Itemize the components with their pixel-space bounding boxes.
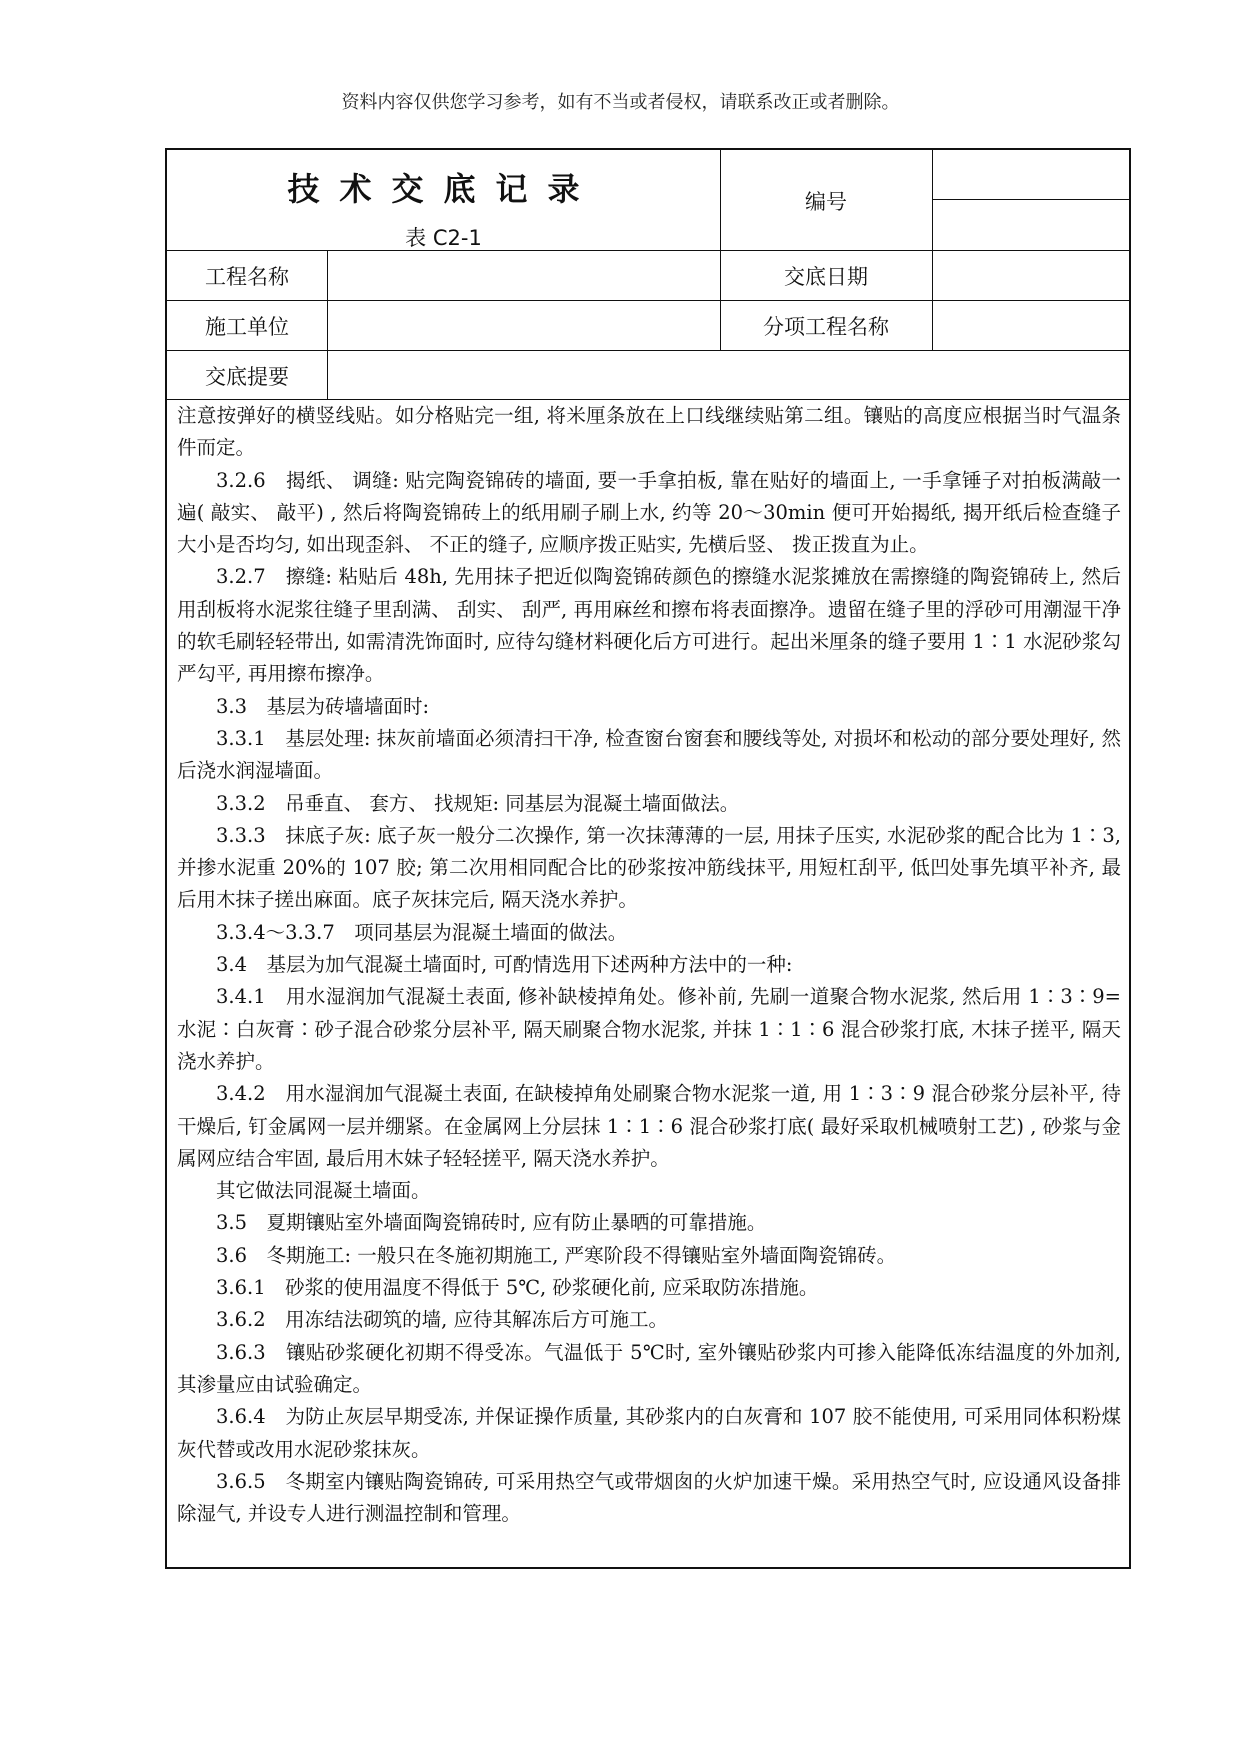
construction-unit-label: 施工单位 — [205, 315, 289, 339]
briefing-date-label: 交底日期 — [784, 265, 868, 289]
form-number: 表 C2-1 — [405, 226, 482, 250]
project-name-label: 工程名称 — [205, 265, 289, 289]
construction-unit-value[interactable] — [327, 301, 720, 351]
content-paragraph: 3.3.3 抹底子灰: 底子灰一般分二次操作, 第一次抹薄薄的一层, 用抹子压实, 水泥砂浆的配合比为 1∶3, 并掺水泥重 20%的 107 胶; 第二次用相同配合比的砂浆按冲筋线抹平, 用短杠刮平, 低凹处事先填平补齐, 最后用木抹子搓出麻面。底子灰抹完后, 隔天浇水养护。 — [177, 823, 1121, 912]
number-value-1[interactable] — [932, 150, 1131, 200]
content-paragraph: 其它做法同混凝土墙面。 — [216, 1179, 431, 1203]
content-paragraph: 3.3.4～3.3.7 项同基层为混凝土墙面的做法。 — [216, 920, 628, 944]
form-title: 技术交底记录 — [287, 170, 600, 208]
briefing-date-value[interactable] — [932, 251, 1131, 301]
number-value-2[interactable] — [932, 200, 1131, 251]
content-paragraph: 3.2.7 擦缝: 粘贴后 48h, 先用抹子把近似陶瓷锦砖颜色的擦缝水泥浆摊放在需擦缝的陶瓷锦砖上, 然后用刮板将水泥浆往缝子里刮满、 刮实、 刮严, 再用麻丝和擦布将表面擦净。遗留在缝子里的浮砂可用潮湿干净的软毛刷轻轻带出, 如需清洗饰面时, 应待勾缝材料硬化后方可进行。起出米厘条的缝子要用 1∶1 水泥砂浆勾严勾平, 再用擦布擦净。 — [177, 565, 1121, 686]
number-label: 编号 — [805, 189, 847, 214]
content-paragraph: 3.2.6 揭纸、 调缝: 贴完陶瓷锦砖的墙面, 要一手拿拍板, 靠在贴好的墙面上, 一手拿锤子对拍板满敲一遍( 敲实、 敲平) , 然后将陶瓷锦砖上的纸用刷子刷上水, 约等 20～30min 便可开始揭纸, 揭开纸后检查缝子大小是否均匀, 如出现歪斜、 不正的缝子, 应顺序拨正贴实, 先横后竖、 拨正拨直为止。 — [177, 468, 1121, 557]
briefing-content — [177, 400, 1121, 1530]
disclaimer-text: 资料内容仅供您学习参考，如有不当或者侵权，请联系改正或者删除。 — [341, 92, 900, 113]
technical-briefing-form — [165, 148, 1131, 1569]
content-paragraph: 注意按弹好的横竖线贴。如分格贴完一组, 将米厘条放在上口线继续贴第二组。镶贴的高度应根据当时气温条件而定。 — [177, 404, 1121, 460]
content-paragraph: 3.6 冬期施工: 一般只在冬施初期施工, 严寒阶段不得镶贴室外墙面陶瓷锦砖。 — [216, 1243, 897, 1267]
content-paragraph: 3.3.1 基层处理: 抹灰前墙面必须清扫干净, 检查窗台窗套和腰线等处, 对损坏和松动的部分要处理好, 然后浇水润湿墙面。 — [177, 726, 1121, 783]
briefing-summary-value[interactable] — [327, 351, 1131, 400]
content-paragraph: 3.6.5 冬期室内镶贴陶瓷锦砖, 可采用热空气或带烟囱的火炉加速干燥。采用热空气时, 应设通风设备排除湿气, 并设专人进行测温控制和管理。 — [177, 1469, 1121, 1526]
grid-line — [167, 350, 1131, 351]
subproject-name-value[interactable] — [932, 301, 1131, 351]
content-paragraph: 3.6.4 为防止灰层早期受冻, 并保证操作质量, 其砂浆内的白灰膏和 107 胶不能使用, 可采用同体积粉煤灰代替或改用水泥砂浆抹灰。 — [177, 1405, 1121, 1461]
grid-line — [932, 199, 1131, 200]
subproject-name-label: 分项工程名称 — [763, 315, 889, 339]
content-paragraph: 3.6.1 砂浆的使用温度不得低于 5℃, 砂浆硬化前, 应采取防冻措施。 — [216, 1276, 819, 1300]
grid-line — [932, 150, 933, 350]
grid-line — [167, 300, 1131, 301]
content-paragraph: 3.4.1 用水湿润加气混凝土表面, 修补缺棱掉角处。修补前, 先刷一道聚合物水泥浆, 然后用 1∶3∶9=水泥∶白灰膏∶砂子混合砂浆分层补平, 隔天刷聚合物水泥浆, 并抹 1∶1∶6 混合砂浆打底, 木抹子搓平, 隔天浇水养护。 — [177, 985, 1121, 1073]
content-paragraph: 3.4.2 用水湿润加气混凝土表面, 在缺棱掉角处刷聚合物水泥浆一道, 用 1∶3∶9 混合砂浆分层补平, 待干燥后, 钉金属网一层并绷紧。在金属网上分层抹 1∶1∶6 混合砂浆打底( 最好采取机械喷射工艺) , 砂浆与金属网应结合牢固, 最后用木妹子轻轻搓平, 隔天浇水养护。 — [177, 1082, 1121, 1170]
project-name-value[interactable] — [327, 251, 720, 301]
content-paragraph: 3.3 基层为砖墙墙面时: — [216, 694, 430, 718]
grid-line — [167, 250, 1131, 251]
content-paragraph: 3.6.2 用冻结法砌筑的墙, 应待其解冻后方可施工。 — [216, 1308, 669, 1332]
content-paragraph: 3.5 夏期镶贴室外墙面陶瓷锦砖时, 应有防止暴晒的可靠措施。 — [216, 1211, 767, 1235]
content-paragraph: 3.3.2 吊垂直、 套方、 找规矩: 同基层为混凝土墙面做法。 — [216, 791, 740, 815]
briefing-summary-label: 交底提要 — [205, 364, 289, 389]
grid-line — [720, 150, 721, 350]
grid-line — [327, 250, 328, 399]
content-paragraph: 3.6.3 镶贴砂浆硬化初期不得受冻。气温低于 5℃时, 室外镶贴砂浆内可掺入能降低冻结温度的外加剂, 其渗量应由试验确定。 — [177, 1340, 1121, 1396]
content-paragraph: 3.4 基层为加气混凝土墙面时, 可酌情选用下述两种方法中的一种: — [216, 953, 793, 977]
